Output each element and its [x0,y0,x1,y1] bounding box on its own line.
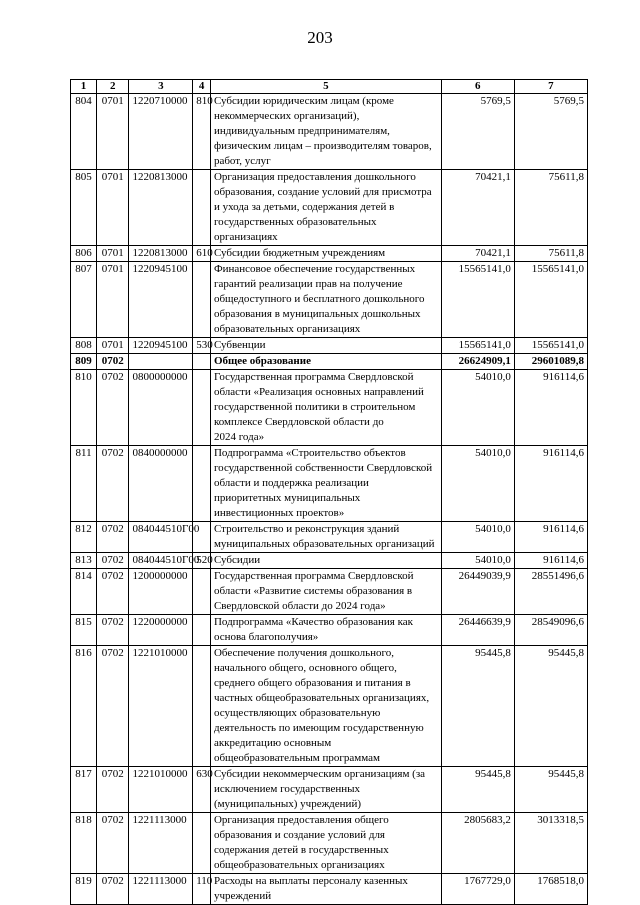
target-article-cell: 084044510Г00 [129,522,193,553]
table-row [71,553,588,569]
amount-2024-cell: 95445,8 [514,646,587,767]
section-code-cell: 0701 [97,246,129,262]
section-code-cell: 0701 [97,338,129,354]
amount-2024-cell: 916114,6 [514,370,587,446]
amount-2024-cell: 916114,6 [514,553,587,569]
expense-type-cell [193,262,211,338]
target-article-cell: 1220813000 [129,246,193,262]
section-code-cell: 0702 [97,446,129,522]
column-header: 4 [193,80,211,94]
expense-type-cell [193,569,211,615]
table-row [71,338,588,354]
item-name-cell: Государственная программа Свердловской области «Реализация основных направлений государственной политики в строительном комплексе Свердловской области до 2024 года» [210,370,441,446]
amount-2023-cell: 95445,8 [441,767,514,813]
target-article-cell: 1220813000 [129,170,193,246]
row-number-cell: 810 [71,370,97,446]
section-code-cell: 0702 [97,767,129,813]
row-number-cell: 816 [71,646,97,767]
target-article-cell: 1200000000 [129,569,193,615]
section-code-cell: 0701 [97,262,129,338]
amount-2023-cell: 15565141,0 [441,262,514,338]
row-number-cell: 819 [71,874,97,905]
amount-2024-cell: 29601089,8 [514,354,587,370]
amount-2023-cell: 70421,1 [441,170,514,246]
row-number-cell: 817 [71,767,97,813]
item-name-cell: Строительство и реконструкция зданий муниципальных образовательных организаций [210,522,441,553]
expense-type-cell: 810 [193,94,211,170]
page-number: 203 [307,28,333,47]
target-article-cell: 1221010000 [129,646,193,767]
item-name-cell: Субсидии бюджетным учреждениям [210,246,441,262]
row-number-cell: 804 [71,94,97,170]
expense-type-cell [193,170,211,246]
amount-2023-cell: 70421,1 [441,246,514,262]
amount-2023-cell: 2805683,2 [441,813,514,874]
amount-2023-cell: 54010,0 [441,446,514,522]
expense-type-cell: 530 [193,338,211,354]
table-row [71,813,588,874]
target-article-cell: 1220710000 [129,94,193,170]
section-code-cell: 0702 [97,522,129,553]
section-code-cell: 0702 [97,370,129,446]
amount-2023-cell: 26446639,9 [441,615,514,646]
expense-type-cell: 630 [193,767,211,813]
expense-type-cell: 610 [193,246,211,262]
item-name-cell: Обеспечение получения дошкольного, начального общего, основного общего, среднего общего образования и питания в частных общеобразовательных организациях, осуществляющих образовательную деятельность по имеющим государственную аккредитацию основным общеобразовательным программам [210,646,441,767]
row-number-cell: 812 [71,522,97,553]
item-name-cell: Общее образование [210,354,441,370]
table-row [71,170,588,246]
table-header-row [71,80,588,94]
budget-table [70,79,588,905]
expense-type-cell: 110 [193,874,211,905]
amount-2024-cell: 1768518,0 [514,874,587,905]
table-row [71,522,588,553]
item-name-cell: Субсидии [210,553,441,569]
column-header: 3 [129,80,193,94]
target-article-cell: 0800000000 [129,370,193,446]
table-row [71,446,588,522]
row-number-cell: 814 [71,569,97,615]
section-code-cell: 0702 [97,646,129,767]
row-number-cell: 809 [71,354,97,370]
row-number-cell: 813 [71,553,97,569]
item-name-cell: Организация предоставления общего образования и создание условий для содержания детей в государственных общеобразовательных организациях [210,813,441,874]
section-code-cell: 0701 [97,94,129,170]
table-row [71,370,588,446]
amount-2023-cell: 5769,5 [441,94,514,170]
table-row [71,246,588,262]
section-code-cell: 0702 [97,569,129,615]
column-header: 2 [97,80,129,94]
amount-2023-cell: 26449039,9 [441,569,514,615]
row-number-cell: 807 [71,262,97,338]
item-name-cell: Субвенции [210,338,441,354]
amount-2024-cell: 5769,5 [514,94,587,170]
amount-2024-cell: 75611,8 [514,170,587,246]
amount-2023-cell: 54010,0 [441,553,514,569]
row-number-cell: 805 [71,170,97,246]
section-code-cell: 0702 [97,615,129,646]
amount-2024-cell: 916114,6 [514,522,587,553]
target-article-cell: 1221113000 [129,874,193,905]
expense-type-cell [193,354,211,370]
table-row [71,767,588,813]
item-name-cell: Финансовое обеспечение государственных гарантий реализации прав на получение общедоступного и бесплатного дошкольного образования в муниципальных дошкольных образовательных организациях [210,262,441,338]
section-code-cell: 0702 [97,354,129,370]
row-number-cell: 806 [71,246,97,262]
target-article-cell: 1220000000 [129,615,193,646]
amount-2023-cell: 95445,8 [441,646,514,767]
amount-2023-cell: 54010,0 [441,522,514,553]
table-row [71,354,588,370]
section-code-cell: 0702 [97,813,129,874]
table-row [71,646,588,767]
item-name-cell: Подпрограмма «Строительство объектов государственной собственности Свердловской области и поддержка реализации приоритетных муниципальных инвестиционных проектов» [210,446,441,522]
target-article-cell: 1221113000 [129,813,193,874]
target-article-cell [129,354,193,370]
column-header: 5 [210,80,441,94]
amount-2024-cell: 28551496,6 [514,569,587,615]
expense-type-cell: 520 [193,553,211,569]
item-name-cell: Организация предоставления дошкольного образования, создание условий для присмотра и ухода за детьми, содержания детей в государственных образовательных организациях [210,170,441,246]
amount-2023-cell: 26624909,1 [441,354,514,370]
expense-type-cell [193,813,211,874]
amount-2023-cell: 1767729,0 [441,874,514,905]
target-article-cell: 1220945100 [129,262,193,338]
item-name-cell: Расходы на выплаты персоналу казенных учреждений [210,874,441,905]
table-row [71,569,588,615]
column-header: 1 [71,80,97,94]
target-article-cell: 0840000000 [129,446,193,522]
section-code-cell: 0702 [97,874,129,905]
item-name-cell: Подпрограмма «Качество образования как основа благополучия» [210,615,441,646]
amount-2024-cell: 15565141,0 [514,262,587,338]
target-article-cell: 1221010000 [129,767,193,813]
row-number-cell: 811 [71,446,97,522]
table-row [71,262,588,338]
section-code-cell: 0701 [97,170,129,246]
amount-2024-cell: 3013318,5 [514,813,587,874]
target-article-cell: 084044510Г00 [129,553,193,569]
item-name-cell: Государственная программа Свердловской области «Развитие системы образования в Свердловской области до 2024 года» [210,569,441,615]
table-row [71,874,588,905]
expense-type-cell [193,615,211,646]
expense-type-cell [193,446,211,522]
amount-2023-cell: 15565141,0 [441,338,514,354]
section-code-cell: 0702 [97,553,129,569]
expense-type-cell [193,646,211,767]
item-name-cell: Субсидии юридическим лицам (кроме некоммерческих организаций), индивидуальным предпринимателям, физическим лицам – производителям товаров, работ, услуг [210,94,441,170]
row-number-cell: 818 [71,813,97,874]
amount-2024-cell: 28549096,6 [514,615,587,646]
target-article-cell: 1220945100 [129,338,193,354]
amount-2024-cell: 75611,8 [514,246,587,262]
table-row [71,94,588,170]
column-header: 7 [514,80,587,94]
amount-2024-cell: 916114,6 [514,446,587,522]
column-header: 6 [441,80,514,94]
item-name-cell: Субсидии некоммерческим организациям (за исключением государственных (муниципальных) учреждений) [210,767,441,813]
amount-2024-cell: 15565141,0 [514,338,587,354]
row-number-cell: 808 [71,338,97,354]
amount-2023-cell: 54010,0 [441,370,514,446]
amount-2024-cell: 95445,8 [514,767,587,813]
expense-type-cell [193,370,211,446]
row-number-cell: 815 [71,615,97,646]
table-row [71,615,588,646]
